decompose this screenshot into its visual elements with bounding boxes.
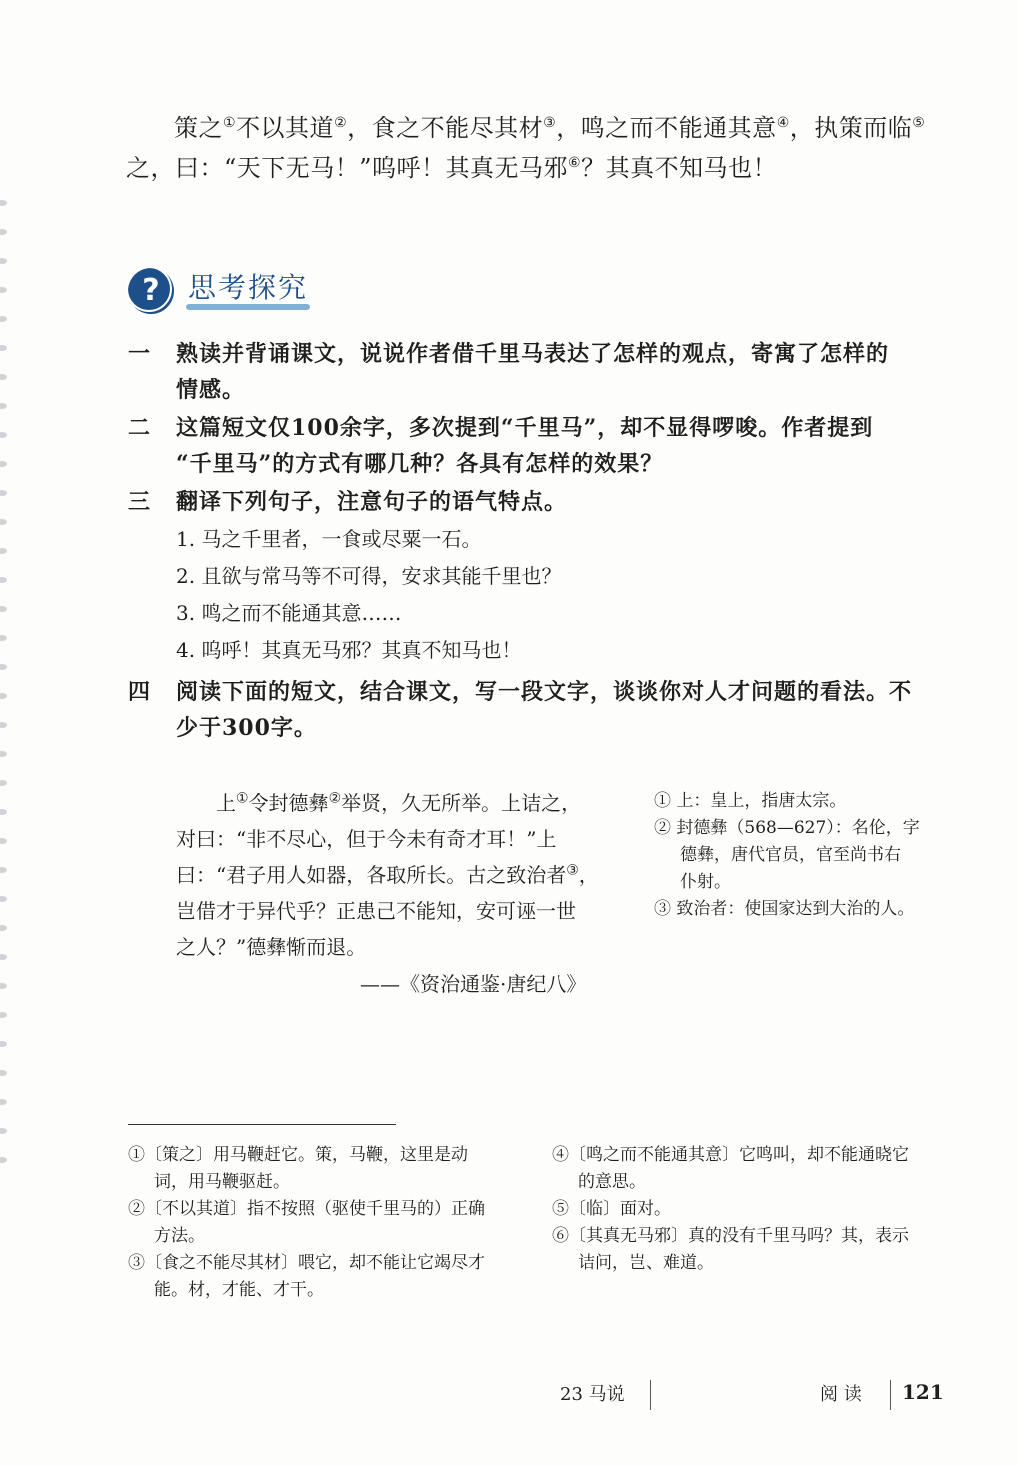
text-run: 岂借才于异代乎？正患己不能知，安可诬一世 (176, 899, 576, 923)
footer-section: 阅 读 (820, 1384, 862, 1405)
footnote-line: ⑥〔其真无马邪〕真的没有千里马吗？其，表示 (552, 1226, 909, 1246)
footer-lesson: 23 马说 (560, 1384, 625, 1405)
binding-hole (0, 1128, 7, 1134)
footnote-marker: ③ (543, 115, 557, 131)
binding-holes (0, 200, 14, 1200)
reading-line (176, 821, 606, 857)
footnote-marker: ⑥ (568, 155, 582, 171)
binding-hole (0, 867, 7, 873)
footnote-line: ②〔不以其道〕指不按照（驱使千里马的）正确 (128, 1199, 485, 1219)
passage-text (126, 108, 946, 188)
footnote-marker: ① (236, 790, 249, 807)
translate-item-4: 4. 呜呼！其真无马邪？其真不知马也！ (176, 638, 522, 662)
question-4 (128, 674, 948, 746)
reading-line (176, 893, 606, 929)
page-number: 121 (902, 1380, 944, 1404)
binding-hole (0, 258, 7, 264)
section-underline (186, 304, 310, 310)
question-text-line: 翻译下列句子，注意句子的语气特点。 (176, 489, 568, 515)
question-icon: ? (128, 268, 174, 314)
footnote-line: ④〔鸣之而不能通其意〕它鸣叫，却不能通晓它 (552, 1145, 909, 1165)
binding-hole (0, 606, 7, 612)
text-run: 举贤，久无所举。上诘之， (341, 791, 582, 815)
translate-item-3: 3. 鸣之而不能通其意…… (176, 601, 402, 625)
binding-hole (0, 461, 7, 467)
binding-hole (0, 751, 7, 757)
question-text-line: 阅读下面的短文，结合课文，写一段文字，谈谈你对人才问题的看法。不 (176, 679, 913, 705)
side-note-3 (654, 896, 934, 923)
binding-hole (0, 1041, 7, 1047)
text-run: 曰：“君子用人如器，各取所长。古之致治者 (176, 863, 567, 887)
note-line: 仆射。 (680, 872, 731, 892)
binding-hole (0, 838, 7, 844)
binding-hole (0, 1099, 7, 1105)
text-run: ？其真不知马也！ (581, 154, 778, 182)
binding-hole (0, 432, 7, 438)
footnote-marker: ② (334, 115, 348, 131)
footnote-line: 能。材，才能、才干。 (154, 1280, 324, 1300)
text-run: ，鸣之而不能通其意 (556, 114, 777, 142)
translate-item-2: 2. 且欲与常马等不可得，安求其能千里也？ (176, 564, 562, 588)
binding-hole (0, 809, 7, 815)
passage-line-1 (126, 108, 946, 148)
footnote-marker: ⑤ (912, 115, 926, 131)
question-2 (128, 410, 948, 482)
reading-passage (176, 785, 606, 965)
question-text-line: 少于300字。 (176, 715, 317, 741)
binding-hole (0, 403, 7, 409)
binding-hole (0, 983, 7, 989)
section-title: 思考探究 (188, 271, 309, 304)
text-run: ，执策而临 (789, 114, 913, 142)
note-line: 德彝，唐代官员，官至尚书右 (680, 845, 901, 865)
footnote-line: 方法。 (154, 1226, 205, 1246)
binding-hole (0, 1070, 7, 1076)
binding-hole (0, 780, 7, 786)
binding-hole (0, 316, 7, 322)
footnote-line: 的意思。 (578, 1172, 646, 1192)
footnote-marker: ① (223, 115, 237, 131)
side-note-2 (654, 815, 934, 896)
passage-line-2 (126, 148, 946, 188)
binding-hole (0, 664, 7, 670)
note-line: ② 封德彝（568—627）：名伦，字 (654, 818, 920, 838)
binding-hole (0, 229, 7, 235)
footnote-marker: ② (328, 790, 342, 807)
binding-hole (0, 200, 7, 206)
translate-item-1: 1. 马之千里者，一食或尽粟一石。 (176, 527, 482, 551)
footer-divider (890, 1380, 891, 1410)
binding-hole (0, 287, 7, 293)
binding-hole (0, 954, 7, 960)
binding-hole (0, 548, 7, 554)
footnote-line: ⑤〔临〕面对。 (552, 1199, 671, 1219)
text-run: ， (578, 863, 599, 887)
footnote-line: 词，用马鞭驱赶。 (154, 1172, 290, 1192)
note-line: ③ 致治者：使国家达到大治的人。 (654, 899, 915, 919)
footnotes-left (128, 1142, 528, 1304)
note-line: ① 上：皇上，指唐太宗。 (654, 791, 847, 811)
question-number: 二 (128, 415, 152, 441)
binding-hole (0, 1157, 7, 1163)
binding-hole (0, 374, 7, 380)
footnote-divider (128, 1124, 396, 1125)
binding-hole (0, 925, 7, 931)
binding-hole (0, 635, 7, 641)
binding-hole (0, 722, 7, 728)
question-number: 三 (128, 489, 152, 515)
footer-divider (650, 1380, 651, 1410)
binding-hole (0, 896, 7, 902)
text-run: 上 (216, 791, 236, 815)
footnote-marker: ④ (776, 115, 790, 131)
text-run: 之人？”德彝惭而退。 (176, 935, 367, 959)
binding-hole (0, 693, 7, 699)
binding-hole (0, 345, 7, 351)
footnotes-right (552, 1142, 952, 1277)
text-run: 策之 (174, 114, 223, 142)
text-run: ，食之不能尽其材 (347, 114, 544, 142)
footnote-marker: ③ (566, 862, 579, 879)
reading-source: ——《资治通鉴·唐纪八》 (360, 972, 587, 996)
question-number: 四 (128, 679, 152, 705)
text-run: 对曰：“非不尽心，但于今未有奇才耳！”上 (176, 827, 557, 851)
text-run: 之，曰：“天下无马！”呜呼！其真无马邪 (126, 154, 569, 182)
reading-line (176, 929, 606, 965)
footnote-line: 诘问，岂、难道。 (578, 1253, 714, 1273)
question-3 (128, 484, 948, 520)
question-text-line: 熟读并背诵课文，说说作者借千里马表达了怎样的观点，寄寓了怎样的 (176, 341, 890, 367)
side-notes (654, 788, 934, 923)
binding-hole (0, 577, 7, 583)
question-text-line: 这篇短文仅100余字，多次提到“千里马”，却不显得啰唆。作者提到 (176, 415, 874, 441)
question-text-line: “千里马”的方式有哪几种？各具有怎样的效果？ (176, 451, 664, 477)
footnote-line: ③〔食之不能尽其材〕喂它，却不能让它竭尽才 (128, 1253, 485, 1273)
reading-line (176, 785, 606, 821)
reading-line (176, 857, 606, 893)
text-run: 不以其道 (236, 114, 335, 142)
footnote-line: ①〔策之〕用马鞭赶它。策，马鞭，这里是动 (128, 1145, 468, 1165)
side-note-1 (654, 788, 934, 815)
question-text-line: 情感。 (176, 377, 246, 403)
question-1 (128, 336, 948, 408)
text-run: 令封德彝 (248, 791, 329, 815)
section-heading (128, 262, 328, 322)
binding-hole (0, 519, 7, 525)
binding-hole (0, 1012, 7, 1018)
question-number: 一 (128, 341, 152, 367)
binding-hole (0, 490, 7, 496)
